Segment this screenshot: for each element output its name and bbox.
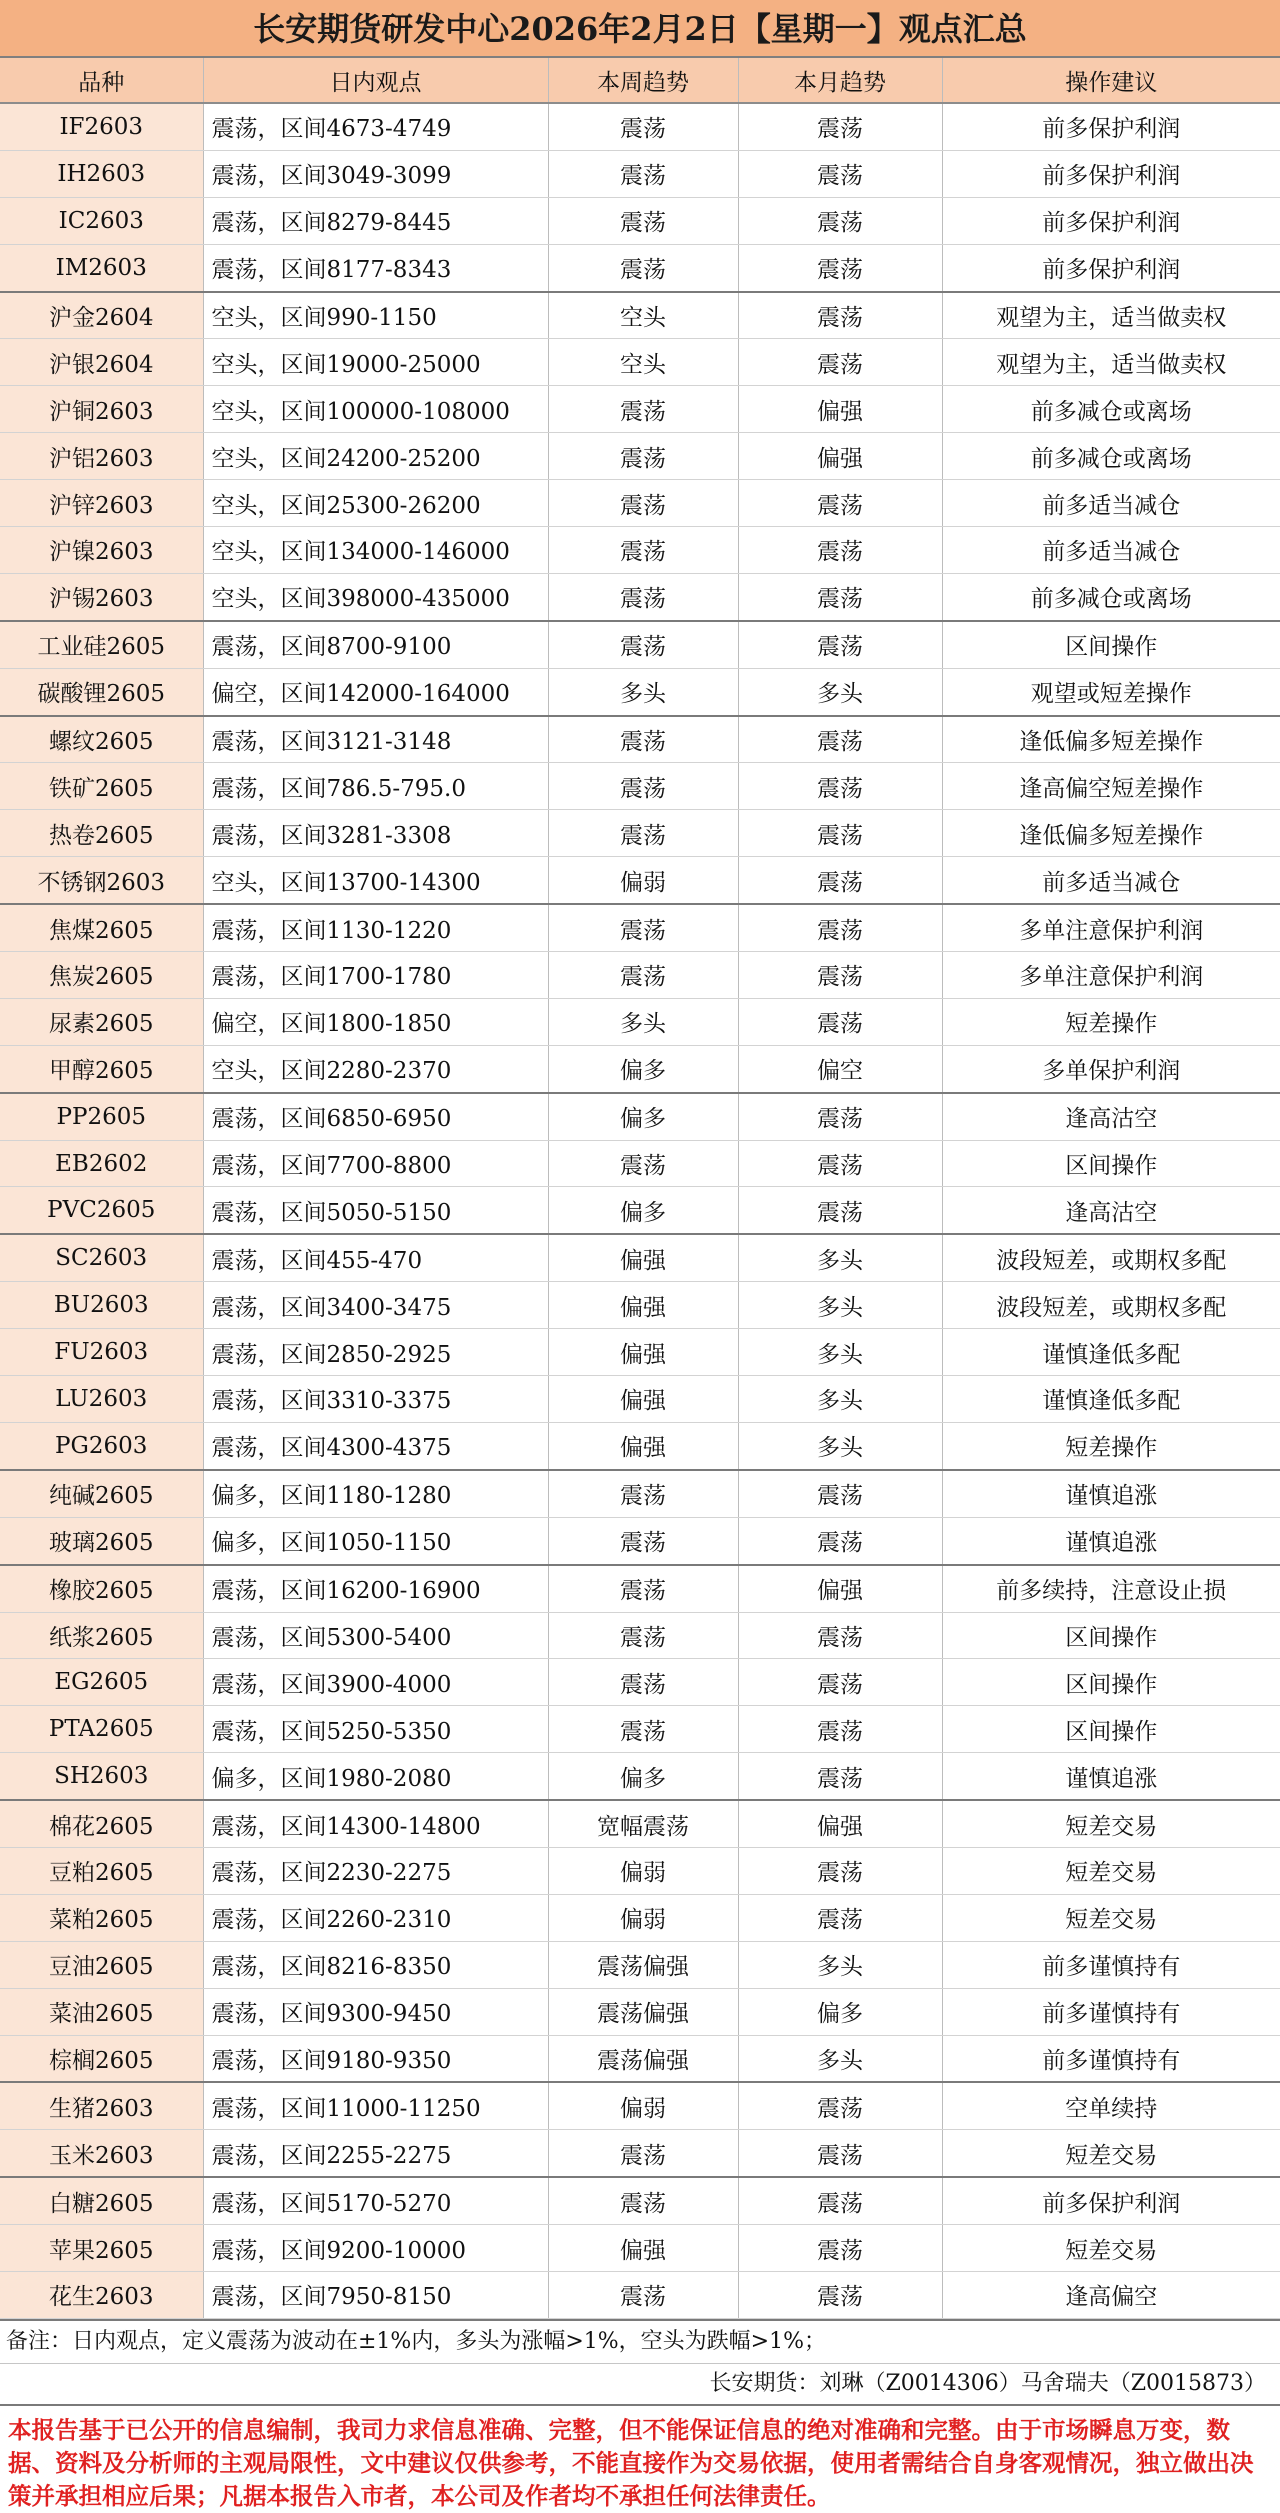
advice-cell: 短差交易 (942, 1800, 1280, 1847)
weekly-trend-cell: 震荡 (548, 527, 738, 574)
header-advice: 操作建议 (942, 58, 1280, 103)
intraday-view-cell: 震荡，区间9180-9350 (203, 2035, 548, 2082)
weekly-trend-cell: 震荡 (548, 386, 738, 433)
table-row (0, 1045, 1280, 1092)
table-row (0, 904, 1280, 951)
intraday-view-cell: 震荡，区间8177-8343 (203, 244, 548, 291)
advice-cell: 逢低偏多短差操作 (942, 716, 1280, 763)
intraday-view-cell: 震荡，区间9200-10000 (203, 2225, 548, 2272)
weekly-trend-cell: 偏强 (548, 1234, 738, 1281)
table-row (0, 763, 1280, 810)
table-row (0, 1140, 1280, 1187)
table-row (0, 1847, 1280, 1894)
product-cell: 棕榈2605 (0, 2035, 203, 2082)
weekly-trend-cell: 偏弱 (548, 2082, 738, 2129)
product-cell: 花生2603 (0, 2271, 203, 2318)
advice-cell: 区间操作 (942, 621, 1280, 668)
weekly-trend-cell: 偏多 (548, 1093, 738, 1140)
product-cell: 沪锌2603 (0, 480, 203, 527)
weekly-trend-cell: 震荡 (548, 1659, 738, 1706)
product-cell: IC2603 (0, 197, 203, 244)
weekly-trend-cell: 偏强 (548, 2225, 738, 2272)
monthly-trend-cell: 震荡 (738, 480, 942, 527)
product-cell: 纯碱2605 (0, 1470, 203, 1517)
views-table (0, 58, 1280, 2319)
product-cell: 工业硅2605 (0, 621, 203, 668)
table-row (0, 1800, 1280, 1847)
advice-cell: 逢高沽空 (942, 1187, 1280, 1234)
footnote: 备注：日内观点，定义震荡为波动在±1%内，多头为涨幅>1%，空头为跌幅>1%； (0, 2319, 1280, 2364)
advice-cell: 前多谨慎持有 (942, 1941, 1280, 1988)
intraday-view-cell: 震荡，区间3049-3099 (203, 150, 548, 197)
advice-cell: 逢高沽空 (942, 1093, 1280, 1140)
monthly-trend-cell: 震荡 (738, 197, 942, 244)
monthly-trend-cell: 震荡 (738, 857, 942, 904)
weekly-trend-cell: 偏多 (548, 1045, 738, 1092)
monthly-trend-cell: 震荡 (738, 1093, 942, 1140)
monthly-trend-cell: 震荡 (738, 2177, 942, 2224)
weekly-trend-cell: 震荡 (548, 1565, 738, 1612)
table-row (0, 1470, 1280, 1517)
intraday-view-cell: 震荡，区间6850-6950 (203, 1093, 548, 1140)
intraday-view-cell: 空头，区间990-1150 (203, 292, 548, 339)
weekly-trend-cell: 震荡 (548, 2271, 738, 2318)
weekly-trend-cell: 震荡 (548, 2130, 738, 2177)
intraday-view-cell: 震荡，区间5170-5270 (203, 2177, 548, 2224)
weekly-trend-cell: 偏强 (548, 1329, 738, 1376)
product-cell: 橡胶2605 (0, 1565, 203, 1612)
advice-cell: 观望为主，适当做卖权 (942, 339, 1280, 386)
author-line: 长安期货：刘琳（Z0014306）马舍瑞夫（Z0015873） (0, 2364, 1280, 2406)
monthly-trend-cell: 震荡 (738, 103, 942, 150)
monthly-trend-cell: 震荡 (738, 1470, 942, 1517)
monthly-trend-cell: 震荡 (738, 763, 942, 810)
intraday-view-cell: 震荡，区间4300-4375 (203, 1422, 548, 1469)
product-cell: 玻璃2605 (0, 1517, 203, 1564)
advice-cell: 观望或短差操作 (942, 668, 1280, 715)
monthly-trend-cell: 震荡 (738, 1847, 942, 1894)
table-header-row (0, 58, 1280, 103)
advice-cell: 前多谨慎持有 (942, 2035, 1280, 2082)
intraday-view-cell: 震荡，区间9300-9450 (203, 1988, 548, 2035)
advice-cell: 短差交易 (942, 1894, 1280, 1941)
intraday-view-cell: 震荡，区间7700-8800 (203, 1140, 548, 1187)
table-row (0, 2035, 1280, 2082)
product-cell: 碳酸锂2605 (0, 668, 203, 715)
weekly-trend-cell: 多头 (548, 668, 738, 715)
table-row (0, 1988, 1280, 2035)
intraday-view-cell: 偏多，区间1050-1150 (203, 1517, 548, 1564)
weekly-trend-cell: 震荡 (548, 1470, 738, 1517)
table-row (0, 1612, 1280, 1659)
weekly-trend-cell: 震荡 (548, 244, 738, 291)
table-row (0, 480, 1280, 527)
product-cell: 沪镍2603 (0, 527, 203, 574)
table-row (0, 1517, 1280, 1564)
product-cell: 豆油2605 (0, 1941, 203, 1988)
weekly-trend-cell: 震荡 (548, 904, 738, 951)
product-cell: IM2603 (0, 244, 203, 291)
intraday-view-cell: 震荡，区间7950-8150 (203, 2271, 548, 2318)
table-row (0, 1282, 1280, 1329)
intraday-view-cell: 偏多，区间1180-1280 (203, 1470, 548, 1517)
intraday-view-cell: 偏空，区间1800-1850 (203, 998, 548, 1045)
weekly-trend-cell: 震荡 (548, 1517, 738, 1564)
intraday-view-cell: 震荡，区间4673-4749 (203, 103, 548, 150)
advice-cell: 波段短差，或期权多配 (942, 1234, 1280, 1281)
advice-cell: 观望为主，适当做卖权 (942, 292, 1280, 339)
product-cell: PTA2605 (0, 1706, 203, 1753)
advice-cell: 短差操作 (942, 998, 1280, 1045)
weekly-trend-cell: 偏多 (548, 1187, 738, 1234)
table-row (0, 857, 1280, 904)
weekly-trend-cell: 偏弱 (548, 1847, 738, 1894)
intraday-view-cell: 空头，区间25300-26200 (203, 480, 548, 527)
table-row (0, 1894, 1280, 1941)
advice-cell: 谨慎逢低多配 (942, 1329, 1280, 1376)
advice-cell: 短差交易 (942, 2130, 1280, 2177)
weekly-trend-cell: 震荡 (548, 810, 738, 857)
product-cell: PP2605 (0, 1093, 203, 1140)
weekly-trend-cell: 震荡 (548, 1612, 738, 1659)
advice-cell: 前多保护利润 (942, 150, 1280, 197)
product-cell: 菜油2605 (0, 1988, 203, 2035)
table-row (0, 1093, 1280, 1140)
monthly-trend-cell: 震荡 (738, 1140, 942, 1187)
product-cell: LU2603 (0, 1376, 203, 1423)
monthly-trend-cell: 多头 (738, 1329, 942, 1376)
table-row (0, 386, 1280, 433)
product-cell: 玉米2603 (0, 2130, 203, 2177)
product-cell: 沪锡2603 (0, 573, 203, 620)
table-row (0, 668, 1280, 715)
monthly-trend-cell: 多头 (738, 668, 942, 715)
table-row (0, 2082, 1280, 2129)
advice-cell: 区间操作 (942, 1612, 1280, 1659)
intraday-view-cell: 偏多，区间1980-2080 (203, 1753, 548, 1800)
weekly-trend-cell: 偏多 (548, 1753, 738, 1800)
table-row (0, 998, 1280, 1045)
intraday-view-cell: 震荡，区间5250-5350 (203, 1706, 548, 1753)
intraday-view-cell: 震荡，区间3310-3375 (203, 1376, 548, 1423)
intraday-view-cell: 震荡，区间11000-11250 (203, 2082, 548, 2129)
table-row (0, 433, 1280, 480)
monthly-trend-cell: 震荡 (738, 339, 942, 386)
advice-cell: 谨慎追涨 (942, 1753, 1280, 1800)
intraday-view-cell: 空头，区间2280-2370 (203, 1045, 548, 1092)
product-cell: SC2603 (0, 1234, 203, 1281)
intraday-view-cell: 偏空，区间142000-164000 (203, 668, 548, 715)
weekly-trend-cell: 震荡 (548, 480, 738, 527)
intraday-view-cell: 空头，区间398000-435000 (203, 573, 548, 620)
monthly-trend-cell: 震荡 (738, 1753, 942, 1800)
intraday-view-cell: 震荡，区间455-470 (203, 1234, 548, 1281)
weekly-trend-cell: 偏弱 (548, 857, 738, 904)
advice-cell: 区间操作 (942, 1706, 1280, 1753)
product-cell: 不锈钢2603 (0, 857, 203, 904)
monthly-trend-cell: 震荡 (738, 621, 942, 668)
advice-cell: 前多保护利润 (942, 2177, 1280, 2224)
product-cell: EB2602 (0, 1140, 203, 1187)
monthly-trend-cell: 震荡 (738, 904, 942, 951)
monthly-trend-cell: 多头 (738, 1282, 942, 1329)
product-cell: 豆粕2605 (0, 1847, 203, 1894)
monthly-trend-cell: 震荡 (738, 1659, 942, 1706)
advice-cell: 前多保护利润 (942, 103, 1280, 150)
intraday-view-cell: 震荡，区间16200-16900 (203, 1565, 548, 1612)
intraday-view-cell: 空头，区间13700-14300 (203, 857, 548, 904)
table-row (0, 2225, 1280, 2272)
product-cell: 尿素2605 (0, 998, 203, 1045)
monthly-trend-cell: 震荡 (738, 1187, 942, 1234)
monthly-trend-cell: 震荡 (738, 2271, 942, 2318)
monthly-trend-cell: 震荡 (738, 1894, 942, 1941)
advice-cell: 多单注意保护利润 (942, 904, 1280, 951)
product-cell: 焦炭2605 (0, 952, 203, 999)
monthly-trend-cell: 偏强 (738, 386, 942, 433)
product-cell: 纸浆2605 (0, 1612, 203, 1659)
monthly-trend-cell: 震荡 (738, 2225, 942, 2272)
advice-cell: 区间操作 (942, 1659, 1280, 1706)
header-product: 品种 (0, 58, 203, 103)
monthly-trend-cell: 震荡 (738, 998, 942, 1045)
weekly-trend-cell: 偏强 (548, 1422, 738, 1469)
monthly-trend-cell: 偏空 (738, 1045, 942, 1092)
intraday-view-cell: 空头，区间134000-146000 (203, 527, 548, 574)
monthly-trend-cell: 多头 (738, 1941, 942, 1988)
advice-cell: 前多适当减仓 (942, 480, 1280, 527)
weekly-trend-cell: 震荡 (548, 573, 738, 620)
advice-cell: 逢高偏空短差操作 (942, 763, 1280, 810)
weekly-trend-cell: 宽幅震荡 (548, 1800, 738, 1847)
intraday-view-cell: 震荡，区间2260-2310 (203, 1894, 548, 1941)
intraday-view-cell: 震荡，区间5050-5150 (203, 1187, 548, 1234)
product-cell: IF2603 (0, 103, 203, 150)
monthly-trend-cell: 多头 (738, 1376, 942, 1423)
advice-cell: 前多保护利润 (942, 244, 1280, 291)
advice-cell: 前多适当减仓 (942, 857, 1280, 904)
monthly-trend-cell: 震荡 (738, 527, 942, 574)
intraday-view-cell: 震荡，区间8279-8445 (203, 197, 548, 244)
table-row (0, 1422, 1280, 1469)
table-row (0, 621, 1280, 668)
monthly-trend-cell: 震荡 (738, 2082, 942, 2129)
monthly-trend-cell: 震荡 (738, 292, 942, 339)
intraday-view-cell: 震荡，区间2255-2275 (203, 2130, 548, 2177)
advice-cell: 逢低偏多短差操作 (942, 810, 1280, 857)
table-row (0, 103, 1280, 150)
intraday-view-cell: 空头，区间100000-108000 (203, 386, 548, 433)
intraday-view-cell: 震荡，区间5300-5400 (203, 1612, 548, 1659)
table-row (0, 716, 1280, 763)
monthly-trend-cell: 震荡 (738, 810, 942, 857)
product-cell: 沪铝2603 (0, 433, 203, 480)
product-cell: 螺纹2605 (0, 716, 203, 763)
table-row (0, 573, 1280, 620)
table-row (0, 1659, 1280, 1706)
product-cell: BU2603 (0, 1282, 203, 1329)
table-row (0, 1329, 1280, 1376)
intraday-view-cell: 震荡，区间8700-9100 (203, 621, 548, 668)
product-cell: 白糖2605 (0, 2177, 203, 2224)
advice-cell: 前多续持，注意设止损 (942, 1565, 1280, 1612)
intraday-view-cell: 空头，区间24200-25200 (203, 433, 548, 480)
advice-cell: 前多谨慎持有 (942, 1988, 1280, 2035)
product-cell: 棉花2605 (0, 1800, 203, 1847)
product-cell: 生猪2603 (0, 2082, 203, 2129)
table-row (0, 1565, 1280, 1612)
monthly-trend-cell: 震荡 (738, 573, 942, 620)
table-row (0, 1234, 1280, 1281)
product-cell: IH2603 (0, 150, 203, 197)
weekly-trend-cell: 震荡 (548, 621, 738, 668)
weekly-trend-cell: 震荡 (548, 150, 738, 197)
advice-cell: 短差交易 (942, 1847, 1280, 1894)
advice-cell: 空单续持 (942, 2082, 1280, 2129)
product-cell: 热卷2605 (0, 810, 203, 857)
advice-cell: 谨慎追涨 (942, 1470, 1280, 1517)
monthly-trend-cell: 偏强 (738, 1565, 942, 1612)
weekly-trend-cell: 震荡 (548, 1706, 738, 1753)
table-row (0, 2130, 1280, 2177)
table-row (0, 1706, 1280, 1753)
weekly-trend-cell: 震荡 (548, 952, 738, 999)
weekly-trend-cell: 震荡 (548, 2177, 738, 2224)
intraday-view-cell: 震荡，区间786.5-795.0 (203, 763, 548, 810)
intraday-view-cell: 震荡，区间2850-2925 (203, 1329, 548, 1376)
table-row (0, 1941, 1280, 1988)
weekly-trend-cell: 偏强 (548, 1282, 738, 1329)
monthly-trend-cell: 多头 (738, 1422, 942, 1469)
advice-cell: 谨慎逢低多配 (942, 1376, 1280, 1423)
table-row (0, 244, 1280, 291)
advice-cell: 多单保护利润 (942, 1045, 1280, 1092)
weekly-trend-cell: 震荡 (548, 433, 738, 480)
table-row (0, 810, 1280, 857)
table-row (0, 197, 1280, 244)
advice-cell: 谨慎追涨 (942, 1517, 1280, 1564)
product-cell: PG2603 (0, 1422, 203, 1469)
monthly-trend-cell: 震荡 (738, 1706, 942, 1753)
header-intraday-view: 日内观点 (203, 58, 548, 103)
monthly-trend-cell: 震荡 (738, 952, 942, 999)
table-row (0, 1187, 1280, 1234)
table-row (0, 1753, 1280, 1800)
weekly-trend-cell: 偏强 (548, 1376, 738, 1423)
intraday-view-cell: 震荡，区间3900-4000 (203, 1659, 548, 1706)
product-cell: EG2605 (0, 1659, 203, 1706)
advice-cell: 短差交易 (942, 2225, 1280, 2272)
weekly-trend-cell: 空头 (548, 292, 738, 339)
product-cell: 甲醇2605 (0, 1045, 203, 1092)
product-cell: PVC2605 (0, 1187, 203, 1234)
advice-cell: 多单注意保护利润 (942, 952, 1280, 999)
table-row (0, 1376, 1280, 1423)
monthly-trend-cell: 震荡 (738, 2130, 942, 2177)
table-row (0, 292, 1280, 339)
monthly-trend-cell: 偏多 (738, 1988, 942, 2035)
monthly-trend-cell: 震荡 (738, 1612, 942, 1659)
product-cell: 菜粕2605 (0, 1894, 203, 1941)
advice-cell: 区间操作 (942, 1140, 1280, 1187)
intraday-view-cell: 震荡，区间14300-14800 (203, 1800, 548, 1847)
monthly-trend-cell: 多头 (738, 2035, 942, 2082)
product-cell: 苹果2605 (0, 2225, 203, 2272)
product-cell: SH2603 (0, 1753, 203, 1800)
monthly-trend-cell: 震荡 (738, 150, 942, 197)
table-row (0, 2271, 1280, 2318)
weekly-trend-cell: 空头 (548, 339, 738, 386)
product-cell: 沪银2604 (0, 339, 203, 386)
table-row (0, 2177, 1280, 2224)
intraday-view-cell: 震荡，区间2230-2275 (203, 1847, 548, 1894)
product-cell: 焦煤2605 (0, 904, 203, 951)
intraday-view-cell: 震荡，区间3400-3475 (203, 1282, 548, 1329)
advice-cell: 前多减仓或离场 (942, 433, 1280, 480)
report-title: 长安期货研发中心2026年2月2日【星期一】观点汇总 (0, 0, 1280, 58)
weekly-trend-cell: 震荡偏强 (548, 1988, 738, 2035)
table-row (0, 339, 1280, 386)
advice-cell: 逢高偏空 (942, 2271, 1280, 2318)
weekly-trend-cell: 震荡偏强 (548, 2035, 738, 2082)
header-weekly-trend: 本周趋势 (548, 58, 738, 103)
intraday-view-cell: 震荡，区间1130-1220 (203, 904, 548, 951)
monthly-trend-cell: 震荡 (738, 1517, 942, 1564)
weekly-trend-cell: 震荡 (548, 716, 738, 763)
monthly-trend-cell: 震荡 (738, 716, 942, 763)
product-cell: FU2603 (0, 1329, 203, 1376)
advice-cell: 前多保护利润 (942, 197, 1280, 244)
weekly-trend-cell: 震荡 (548, 197, 738, 244)
advice-cell: 前多适当减仓 (942, 527, 1280, 574)
advice-cell: 前多减仓或离场 (942, 386, 1280, 433)
product-cell: 铁矿2605 (0, 763, 203, 810)
intraday-view-cell: 震荡，区间3121-3148 (203, 716, 548, 763)
table-row (0, 527, 1280, 574)
intraday-view-cell: 震荡，区间8216-8350 (203, 1941, 548, 1988)
weekly-trend-cell: 多头 (548, 998, 738, 1045)
weekly-trend-cell: 震荡 (548, 763, 738, 810)
monthly-trend-cell: 偏强 (738, 1800, 942, 1847)
weekly-trend-cell: 震荡 (548, 1140, 738, 1187)
intraday-view-cell: 空头，区间19000-25000 (203, 339, 548, 386)
monthly-trend-cell: 震荡 (738, 244, 942, 291)
advice-cell: 短差操作 (942, 1422, 1280, 1469)
header-monthly-trend: 本月趋势 (738, 58, 942, 103)
disclaimer: 本报告基于已公开的信息编制，我司力求信息准确、完整，但不能保证信息的绝对准确和完整。由于市场瞬息万变，数据、资料及分析师的主观局限性，文中建议仅供参考，不能直接作为交易依据，使用者需结合自身客观情况，独立做出决策并承担相应后果；凡据本报告入市者，本公司及作者均不承担任何法律责任。 (8, 2415, 1254, 2510)
weekly-trend-cell: 偏弱 (548, 1894, 738, 1941)
weekly-trend-cell: 震荡 (548, 103, 738, 150)
advice-cell: 波段短差，或期权多配 (942, 1282, 1280, 1329)
table-row (0, 952, 1280, 999)
advice-cell: 前多减仓或离场 (942, 573, 1280, 620)
product-cell: 沪铜2603 (0, 386, 203, 433)
weekly-trend-cell: 震荡偏强 (548, 1941, 738, 1988)
monthly-trend-cell: 偏强 (738, 433, 942, 480)
intraday-view-cell: 震荡，区间3281-3308 (203, 810, 548, 857)
table-row (0, 150, 1280, 197)
product-cell: 沪金2604 (0, 292, 203, 339)
intraday-view-cell: 震荡，区间1700-1780 (203, 952, 548, 999)
monthly-trend-cell: 多头 (738, 1234, 942, 1281)
